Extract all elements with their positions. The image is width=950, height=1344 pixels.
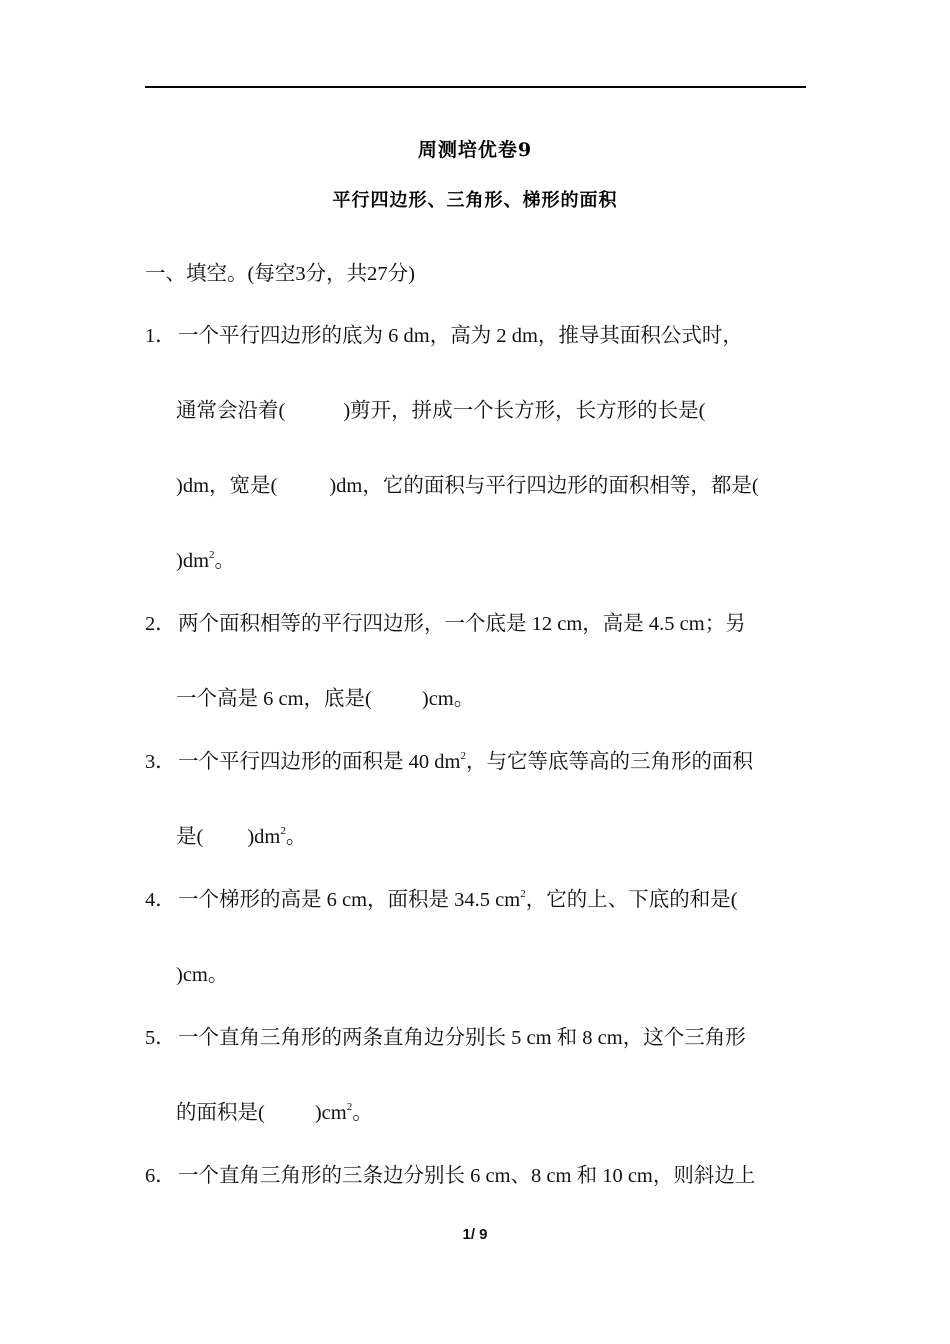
question-number: 1．	[145, 325, 176, 347]
question-number: 6．	[145, 1165, 176, 1187]
question-2-line-1	[145, 610, 746, 638]
question-text: )dm	[176, 550, 210, 572]
question-text: )dm	[247, 826, 281, 848]
question-text: 一个平行四边形的底为 6 dm，高为 2 dm，推导其面积公式时，	[178, 325, 743, 347]
question-number: 3．	[145, 751, 176, 773]
question-3-line-1	[145, 748, 753, 776]
superscript: 2	[280, 825, 286, 837]
question-text: 是(	[176, 826, 204, 848]
question-text: )dm，它的面积与平行四边形的面积相等，都是(	[329, 475, 759, 497]
question-1-line-2	[176, 397, 705, 425]
page-number: 1/ 9	[462, 1226, 488, 1243]
question-text: 。	[352, 1102, 373, 1124]
question-number: 5．	[145, 1027, 176, 1049]
question-text: 。	[214, 550, 236, 572]
question-1-line-3	[176, 472, 759, 500]
question-text: )剪开，拼成一个长方形，长方形的长是(	[343, 400, 706, 422]
question-number: 4．	[145, 889, 176, 911]
question-text: 一个直角三角形的三条边分别长 6 cm、8 cm 和 10 cm，则斜边上	[178, 1165, 756, 1187]
question-1-line-4	[176, 547, 235, 575]
header-rule	[145, 86, 806, 88]
question-text: 一个高是 6 cm，底是(	[176, 688, 372, 710]
question-5-line-1	[145, 1024, 746, 1052]
question-text: )dm，宽是(	[176, 475, 278, 497]
question-6-line-1	[145, 1162, 755, 1190]
question-text: 一个直角三角形的两条直角边分别长 5 cm 和 8 cm，这个三角形	[178, 1027, 746, 1049]
question-text: 一个平行四边形的面积是 40 dm	[178, 751, 461, 773]
question-4-line-2	[176, 961, 228, 989]
question-text: 。	[285, 826, 307, 848]
question-number: 2．	[145, 613, 176, 635]
question-4-line-1	[145, 886, 738, 914]
question-text: )cm。	[421, 688, 475, 710]
question-5-line-2	[176, 1099, 373, 1127]
question-text: ，它的上、下底的和是(	[525, 889, 738, 911]
question-2-line-2	[176, 685, 474, 713]
question-text: ，与它等底等高的三角形的面积	[465, 751, 753, 773]
superscript: 2	[346, 1101, 353, 1113]
question-text: )cm。	[176, 964, 229, 986]
question-text: 一个梯形的高是 6 cm，面积是 34.5 cm	[178, 889, 521, 911]
page-subtitle: 平行四边形、三角形、梯形的面积	[332, 190, 618, 211]
question-1-line-1	[145, 322, 743, 350]
superscript: 2	[520, 888, 526, 900]
superscript: 2	[460, 750, 466, 762]
section-heading: 一、填空。(每空3分，共27分)	[145, 263, 415, 285]
question-text: 的面积是(	[176, 1102, 265, 1124]
page-title: 周测培优卷9	[417, 139, 533, 161]
question-text: )cm	[314, 1102, 347, 1124]
question-text: 通常会沿着(	[176, 400, 286, 422]
question-text: 两个面积相等的平行四边形，一个底是 12 cm，高是 4.5 cm；另	[178, 613, 746, 635]
superscript: 2	[209, 549, 215, 561]
question-3-line-2	[176, 823, 306, 851]
